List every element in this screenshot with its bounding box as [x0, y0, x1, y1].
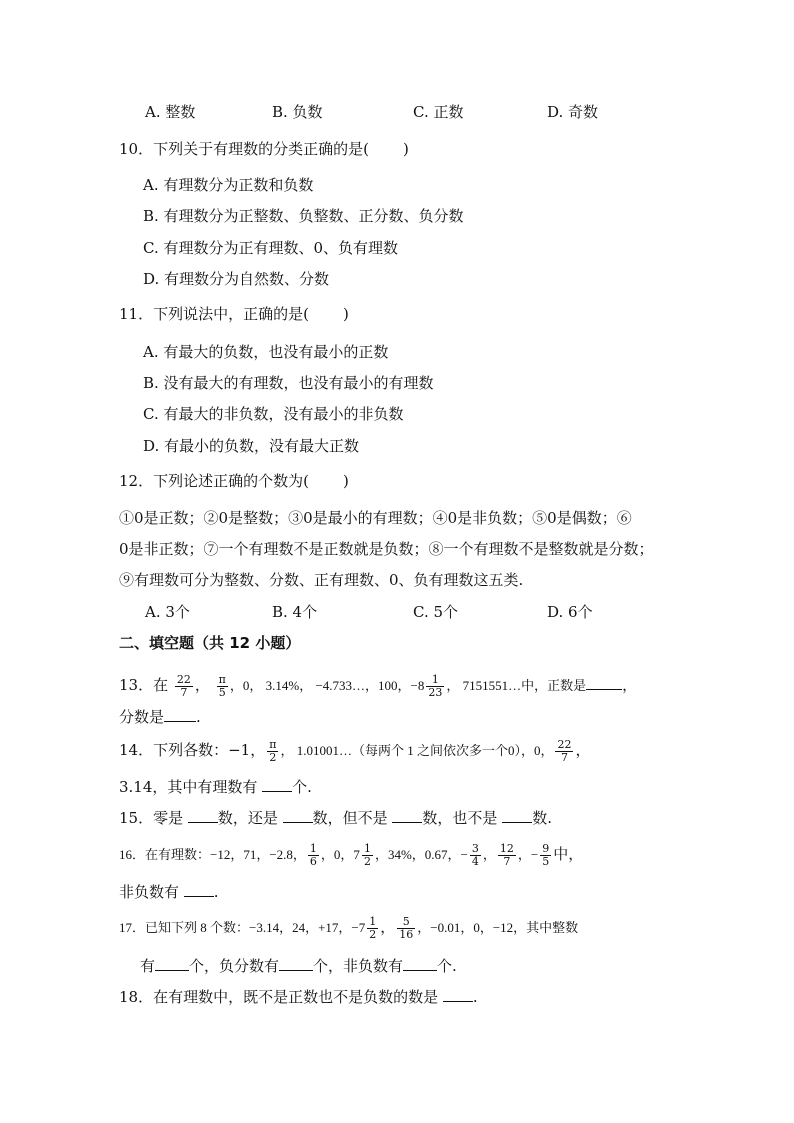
q13-line2: 分数是 . [119, 708, 201, 726]
q11-option-d: D. 有最小的负数，没有最大正数 [143, 437, 360, 455]
fraction: $\frac{5}{16}$ [399, 914, 414, 941]
q12-body-line3: ⑨有理数可分为整数、分数、正有理数、0、负有理数这五类. [119, 571, 524, 589]
q12-stem: 12．下列论述正确的个数为( ) [119, 472, 349, 490]
q11-option-c: C. 有最大的非负数，没有最小的非负数 [143, 405, 404, 423]
fraction: $\frac{22}{7}$ [557, 737, 572, 764]
q11-stem: 11．下列说法中，正确的是( ) [119, 305, 349, 323]
q9-option-a: A. 整数 [145, 103, 196, 121]
q10-option-a: A. 有理数分为正数和负数 [143, 176, 314, 194]
answer-blank[interactable] [164, 707, 196, 722]
q14-line1: 14．下列各数：−1， $\frac{\pi}{2}$ ， 1.01001…（每两个 1 之间依次多一个0），0， $\frac{22}{7}$ ， [119, 737, 591, 764]
q17-line2: 有 个，负分数有 个，非负数有 个. [140, 957, 457, 975]
q12-body-line1: ①0是正数；②0是整数；③0是最小的有理数；④0是非负数；⑤0是偶数；⑥ [119, 509, 632, 527]
q12-body-line2: 0是非正数；⑦一个有理数不是正数就是负数；⑧一个有理数不是整数就是分数； [119, 540, 654, 558]
answer-blank[interactable] [188, 808, 218, 823]
fraction: $\frac{3}{4}$ [471, 841, 479, 868]
q14-line2: 3.14，其中有理数有 个. [119, 778, 312, 796]
answer-blank[interactable] [392, 808, 422, 823]
q10-option-c: C. 有理数分为正有理数、0、负有理数 [143, 239, 399, 257]
answer-blank[interactable] [443, 987, 473, 1002]
answer-blank[interactable] [262, 777, 292, 792]
q13-line1: 13．在 $\frac{22}{7}$ ， $\frac{\pi}{5}$ ，0， 3.14%， −4.733…，100，−8 $\frac{1}{23}$ ， 7151551…中，正数是 ， [119, 672, 638, 699]
q11-option-b: B. 没有最大的有理数，也没有最小的有理数 [143, 374, 434, 392]
fraction: $\frac{9}{5}$ [542, 841, 550, 868]
q11-option-a: A. 有最大的负数，也没有最小的正数 [143, 343, 389, 361]
answer-blank[interactable] [403, 956, 437, 971]
fraction: $\frac{22}{7}$ [176, 672, 191, 699]
answer-blank[interactable] [155, 956, 189, 971]
answer-blank[interactable] [502, 808, 532, 823]
q12-option-a: A. 3个 [145, 603, 190, 621]
fraction: $\frac{\pi}{2}$ [269, 737, 277, 764]
answer-blank[interactable] [586, 675, 622, 690]
answer-blank[interactable] [283, 808, 313, 823]
q12-option-d: D. 6个 [547, 603, 593, 621]
q12-option-b: B. 4个 [272, 603, 318, 621]
fraction: $\frac{1}{23}$ [428, 672, 443, 699]
q15: 15．零是 数，还是 数，但不是 数，也不是 数. [119, 809, 552, 827]
answer-blank[interactable] [184, 882, 214, 897]
q10-option-b: B. 有理数分为正整数、负整数、正分数、负分数 [143, 207, 464, 225]
q10-stem: 10．下列关于有理数的分类正确的是( ) [119, 140, 409, 158]
q9-option-b: B. 负数 [272, 103, 323, 121]
q9-option-d: D. 奇数 [547, 103, 599, 121]
q18: 18．在有理数中，既不是正数也不是负数的数是 . [119, 988, 478, 1006]
fraction: $\frac{1}{2}$ [369, 914, 377, 941]
q16-line1: 16．在有理数：−12，71，−2.8， $\frac{1}{6}$ ，0，7 $\frac{1}{2}$ ，34%，0.67，− $\frac{3}{4}$ ， $\frac{12}{7}$ ，− $\frac{9}{5}$ 中， [119, 841, 584, 868]
fraction: $\frac{\pi}{5}$ [218, 672, 226, 699]
fraction: $\frac{12}{7}$ [499, 841, 514, 868]
q16-line2: 非负数有 . [119, 883, 219, 901]
q12-option-c: C. 5个 [413, 603, 459, 621]
fraction: $\frac{1}{6}$ [309, 841, 317, 868]
q17-line1: 17．已知下列 8 个数：−3.14，24，+17，−7 $\frac{1}{2}$ ， $\frac{5}{16}$ ，−0.01，0，−12，其中整数 [119, 914, 579, 941]
fraction: $\frac{1}{2}$ [363, 841, 371, 868]
q10-option-d: D. 有理数分为自然数、分数 [143, 270, 330, 288]
q9-option-c: C. 正数 [413, 103, 464, 121]
section-heading: 二、填空题（共 12 小题） [119, 634, 301, 652]
answer-blank[interactable] [279, 956, 313, 971]
